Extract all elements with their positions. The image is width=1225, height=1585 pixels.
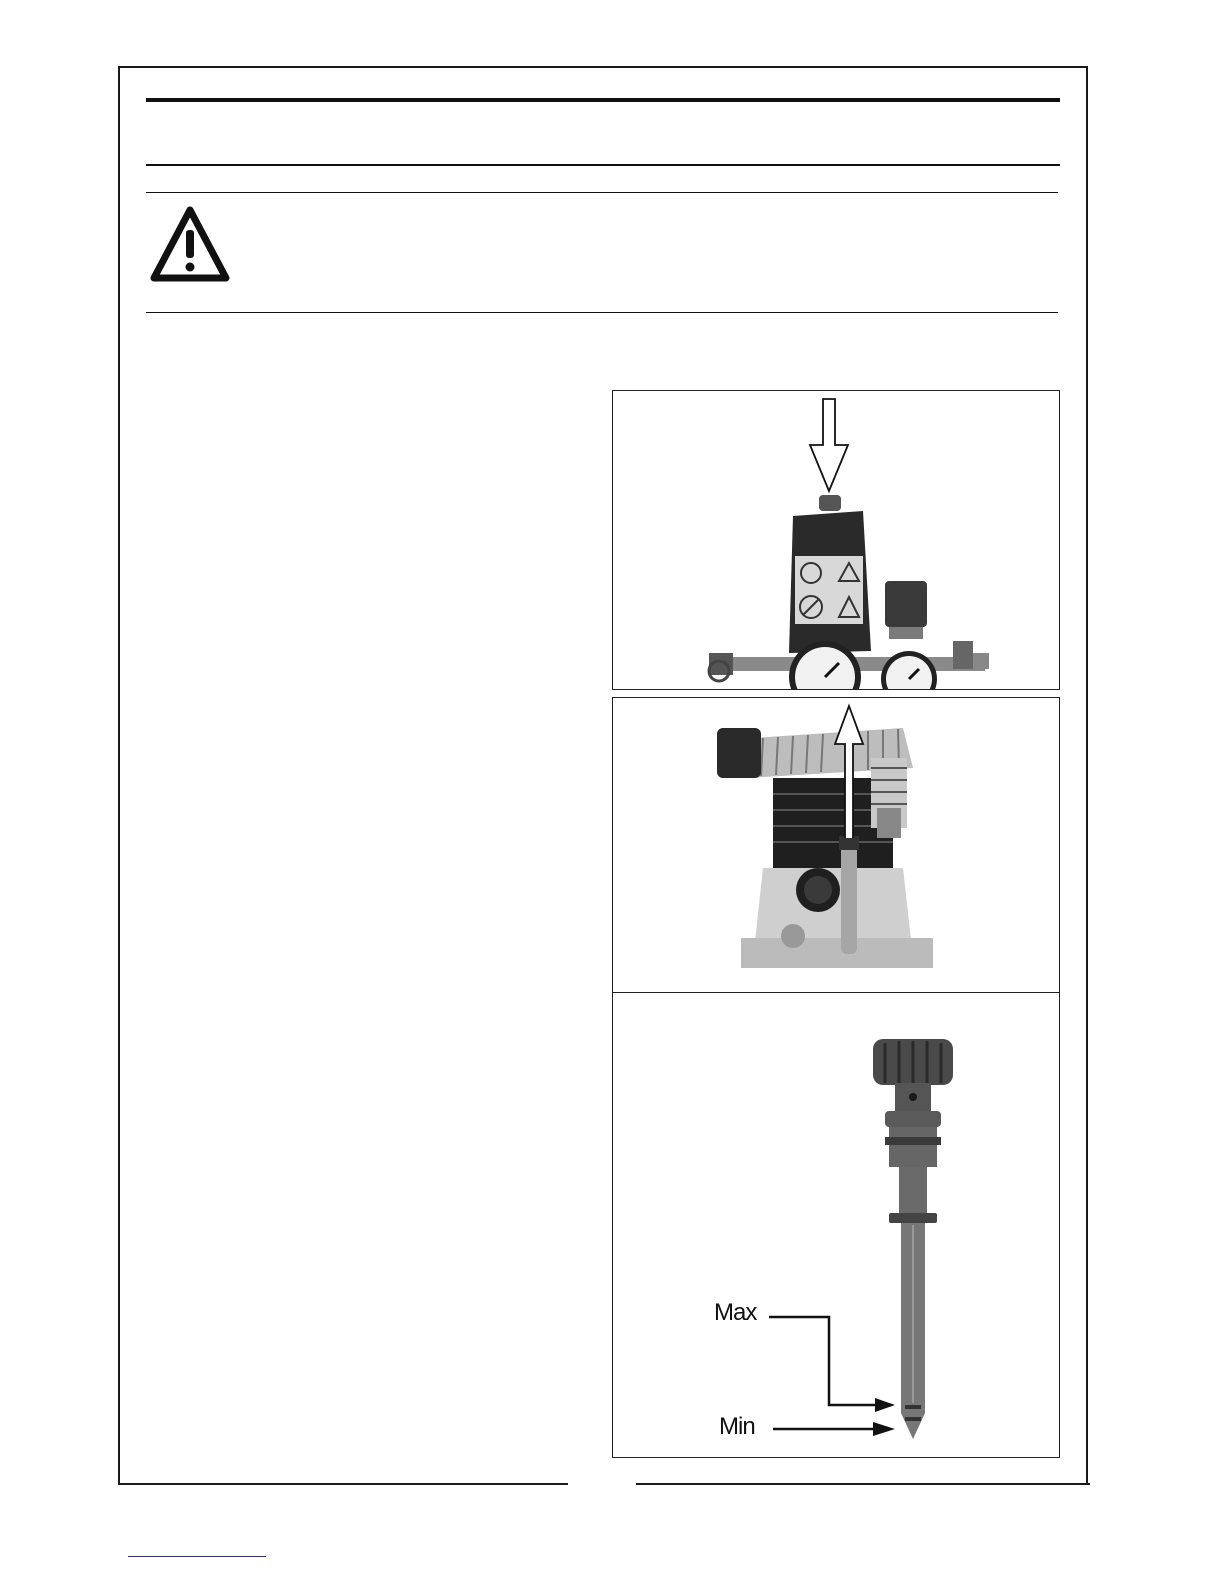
header-rule-bottom [146,164,1060,166]
warning-triangle-icon [150,206,230,282]
header-rule-top [146,98,1060,102]
warning-rule-bottom [146,312,1058,313]
figure-pump-head [612,697,1060,992]
warning-rule-top [146,192,1058,193]
frame-bottom-right [636,1483,1090,1485]
min-level-label: Min [719,1413,755,1440]
max-level-label: Max [714,1299,757,1326]
figure-dipstick [612,992,1060,1458]
frame-bottom-left [118,1483,568,1485]
footer-link-underline[interactable] [128,1556,266,1557]
figure-pressure-switch [612,390,1060,690]
